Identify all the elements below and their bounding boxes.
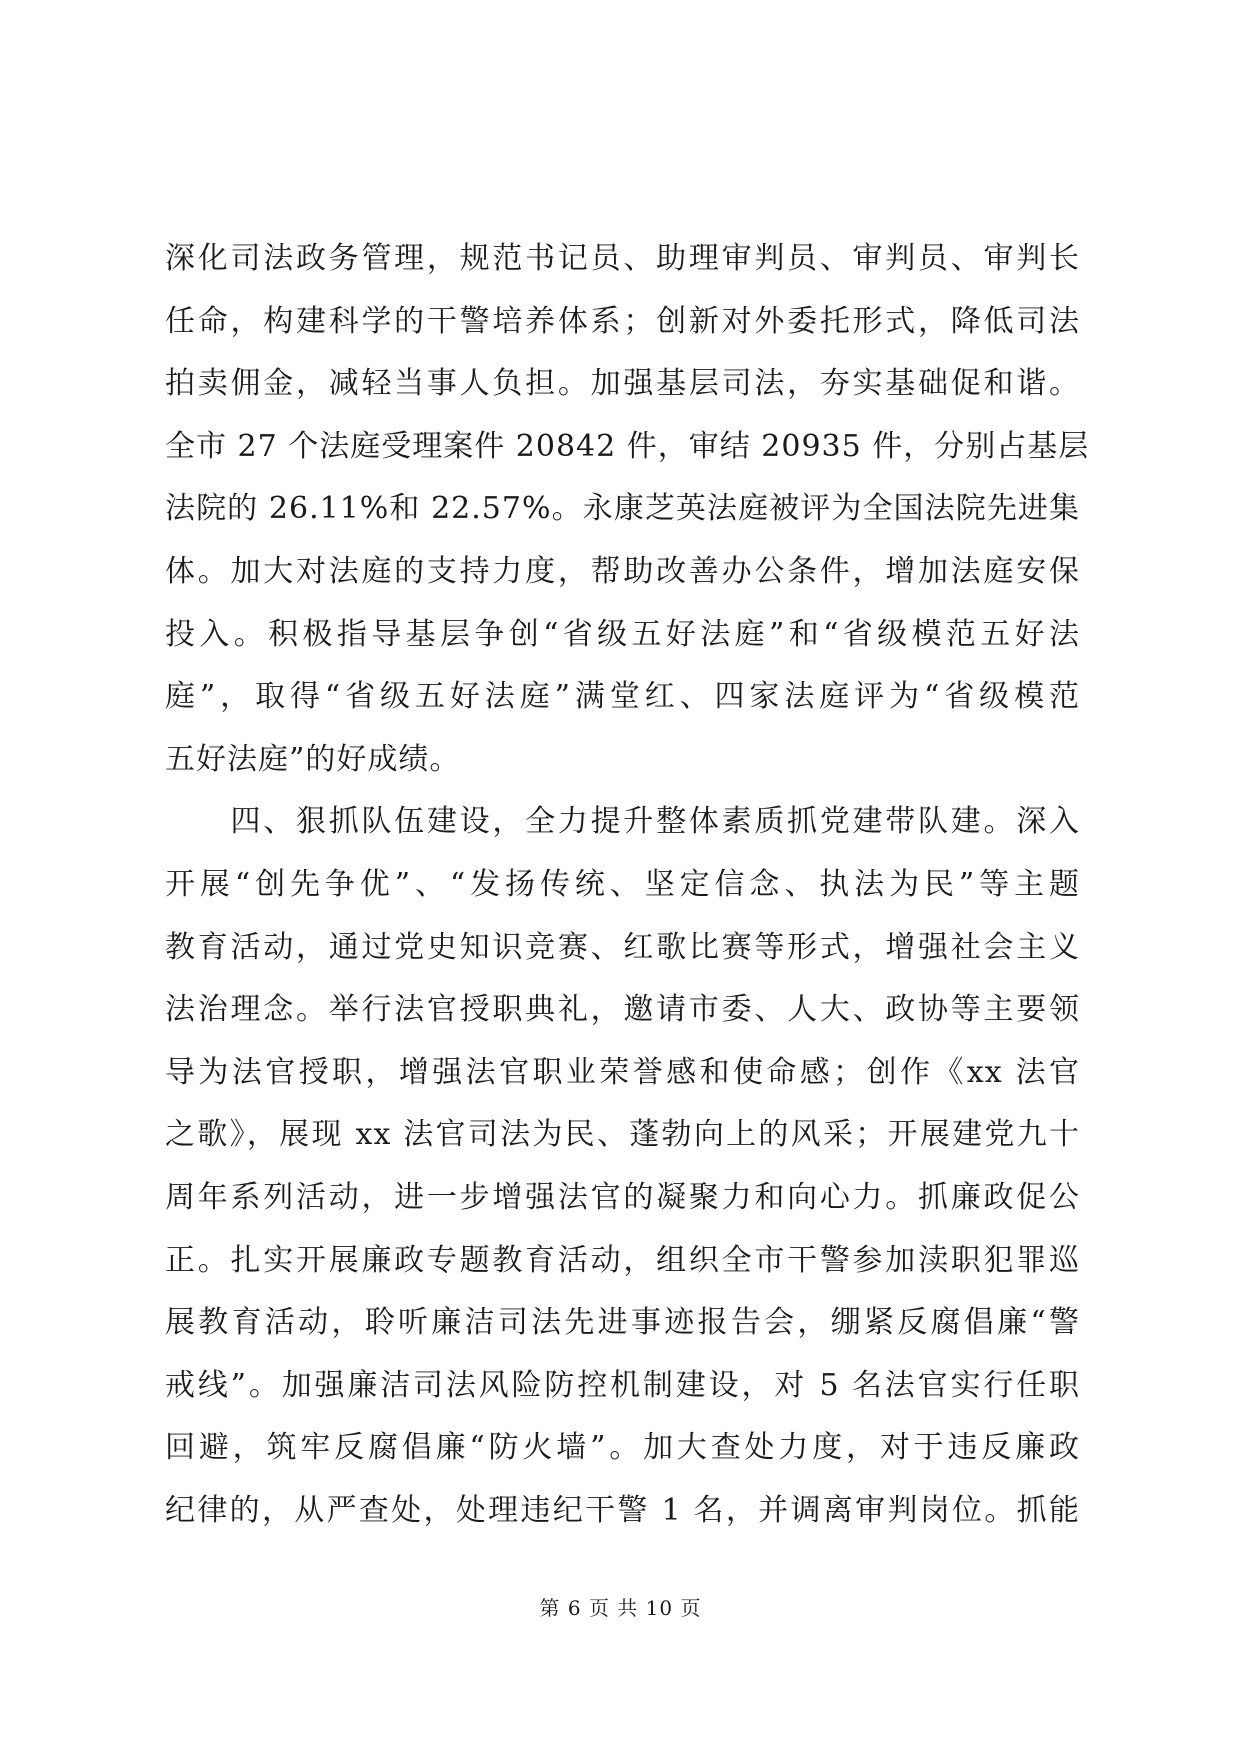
text-line: 导为法官授职，增强法官职业荣誉感和使命感；创作《xx 法官 bbox=[165, 1054, 1080, 1090]
text-line: 深化司法政务管理，规范书记员、助理审判员、审判员、审判长 bbox=[165, 241, 1080, 276]
text-line: 任命，构建科学的干警培养体系；创新对外委托形式，降低司法 bbox=[165, 303, 1080, 339]
page-number-footer: 第 6 页 共 10 页 bbox=[539, 1596, 702, 1620]
text-line: 周年系列活动，进一步增强法官的凝聚力和向心力。抓廉政促公 bbox=[165, 1179, 1080, 1215]
text-line: 全市 27 个法庭受理案件 20842 件，审结 20935 件，分别占基层 bbox=[165, 428, 1090, 464]
text-line: 戒线”。加强廉洁司法风险防控机制建设，对 5 名法官实行任职 bbox=[165, 1367, 1080, 1403]
text-line: 回避，筑牢反腐倡廉“防火墙”。加大查处力度，对于违反廉政 bbox=[165, 1430, 1080, 1466]
text-line: 五好法庭”的好成绩。 bbox=[165, 741, 461, 777]
text-line: 法治理念。举行法官授职典礼，邀请市委、人大、政协等主要领 bbox=[165, 992, 1080, 1028]
text-line: 展教育活动，聆听廉洁司法先进事迹报告会，绷紧反腐倡廉“警 bbox=[165, 1305, 1080, 1341]
text-line: 庭”，取得“省级五好法庭”满堂红、四家法庭评为“省级模范 bbox=[165, 679, 1080, 715]
text-line: 教育活动，通过党史知识竞赛、红歌比赛等形式，增强社会主义 bbox=[165, 929, 1080, 965]
body-text bbox=[165, 228, 1090, 1542]
text-line: 之歌》，展现 xx 法官司法为民、蓬勃向上的风采；开展建党九十 bbox=[165, 1117, 1080, 1153]
text-line: 纪律的，从严查处，处理违纪干警 1 名，并调离审判岗位。抓能 bbox=[165, 1492, 1080, 1528]
text-line: 法院的 26.11%和 22.57%。永康芝英法庭被评为全国法院先进集 bbox=[165, 491, 1080, 527]
text-line: 投入。积极指导基层争创“省级五好法庭”和“省级模范五好法 bbox=[165, 616, 1080, 652]
text-line: 四、狠抓队伍建设，全力提升整体素质抓党建带队建。深入 bbox=[165, 804, 1080, 840]
text-line: 开展“创先争优”、“发扬传统、坚定信念、执法为民”等主题 bbox=[165, 866, 1080, 902]
text-line: 拍卖佣金，减轻当事人负担。加强基层司法，夯实基础促和谐。 bbox=[165, 366, 1080, 402]
text-line: 正。扎实开展廉政专题教育活动，组织全市干警参加渎职犯罪巡 bbox=[165, 1242, 1080, 1278]
text-line: 体。加大对法庭的支持力度，帮助改善办公条件，增加法庭安保 bbox=[165, 553, 1080, 589]
